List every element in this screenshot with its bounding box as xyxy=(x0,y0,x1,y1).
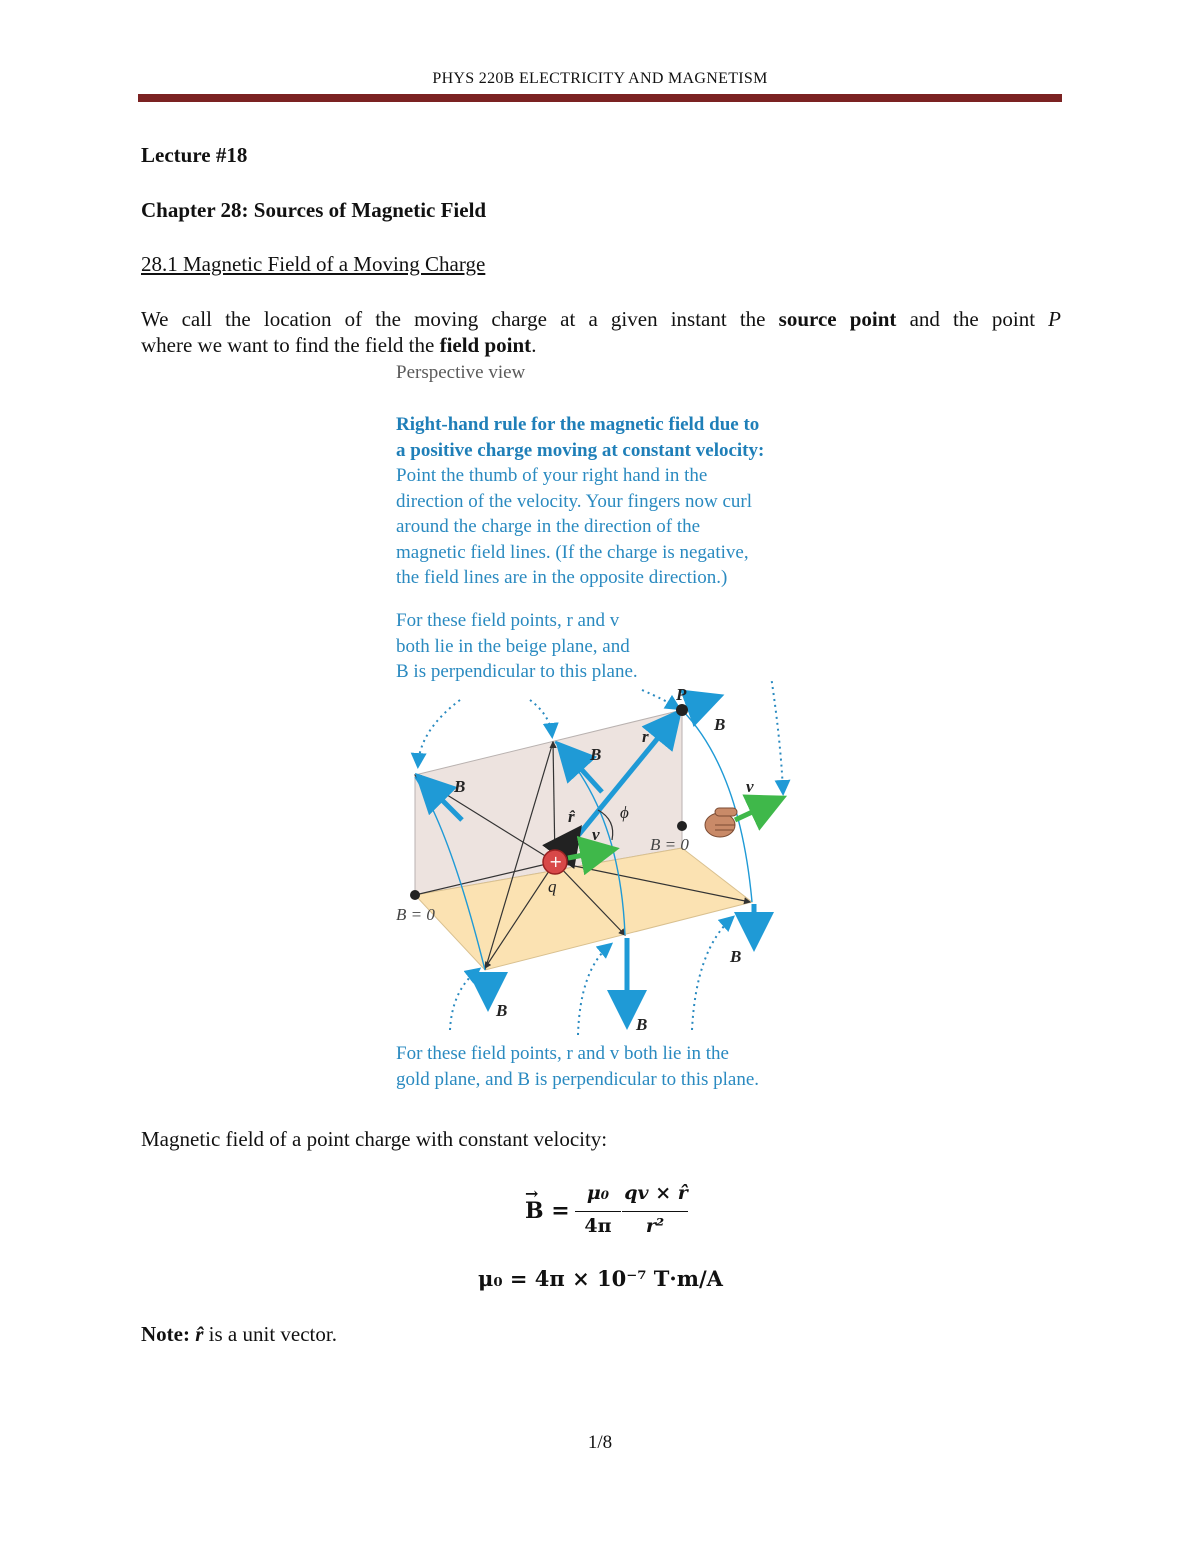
label-q: q xyxy=(548,877,557,896)
paragraph-line-2 xyxy=(141,332,1061,358)
label-v-hand: v xyxy=(746,777,754,796)
rule-line: around the charge in the direction of the xyxy=(396,516,701,537)
note-text: is a unit vector. xyxy=(203,1322,337,1346)
figure-view-label xyxy=(396,362,525,384)
rule-title-line: a positive charge moving at constant velocity: xyxy=(396,439,765,461)
term-field-point: field point xyxy=(439,333,532,357)
eq-den-r2: r² xyxy=(645,1215,665,1237)
v-vector-hand xyxy=(735,800,778,820)
right-hand-icon xyxy=(705,808,737,837)
label-b-zero-left: B = 0 xyxy=(396,905,435,924)
eq-fraction-bar xyxy=(622,1211,688,1212)
biot-savart-point-charge-equation xyxy=(520,1180,690,1242)
right-hand-rule-caption xyxy=(396,412,826,591)
paragraph-text: and the point xyxy=(896,307,1049,331)
label-b: B xyxy=(636,1015,648,1034)
section-heading: 28.1 Magnetic Field of a Moving Charge xyxy=(141,252,486,276)
rule-line: the field lines are in the opposite direction.) xyxy=(396,567,728,588)
gold-plane-caption xyxy=(396,1041,826,1092)
field-intro-text: Magnetic field of a point charge with constant velocity: xyxy=(141,1127,608,1151)
page-number: 1/8 xyxy=(587,1432,613,1453)
term-source-point: source point xyxy=(778,307,897,331)
beige-caption-line: For these field points, r and v xyxy=(396,610,620,631)
label-phi: ϕ xyxy=(620,803,629,822)
rule-title-line: Right-hand rule for the magnetic field due to xyxy=(396,414,760,435)
beige-caption-line: both lie in the beige plane, and xyxy=(396,635,630,657)
label-v: v xyxy=(592,825,600,844)
magnetic-field-diagram xyxy=(380,680,820,1050)
label-r-hat: r̂ xyxy=(568,807,575,826)
beige-plane-caption xyxy=(396,608,696,685)
header-rule xyxy=(138,94,1062,102)
beige-caption-line: B is perpendicular to this plane. xyxy=(396,661,638,682)
eq-fraction-bar xyxy=(575,1211,621,1212)
chapter-title: Chapter 28: Sources of Magnetic Field xyxy=(141,198,487,222)
label-r: r xyxy=(642,727,649,746)
intro-paragraph xyxy=(141,306,1061,358)
running-header: PHYS 220B ELECTRICITY AND MAGNETISM xyxy=(432,70,768,87)
label-b-zero-right: B = 0 xyxy=(650,835,689,854)
paragraph-text: We call the location of the moving charge at a given instant the xyxy=(141,307,779,331)
rule-line: Point the thumb of your right hand in the xyxy=(396,465,708,486)
eq-den-4pi: 4π xyxy=(584,1215,612,1237)
note-label: Note: xyxy=(141,1322,190,1346)
eq-lhs xyxy=(525,1184,570,1224)
lecture-title: Lecture #18 xyxy=(141,143,248,167)
label-b: B xyxy=(590,745,602,764)
label-plus: + xyxy=(549,852,563,871)
rule-line: magnetic field lines. (If the charge is negative, xyxy=(396,541,749,563)
label-p: P xyxy=(676,685,687,704)
label-b: B xyxy=(730,947,742,966)
note-symbol: r̂ xyxy=(195,1322,204,1346)
zero-field-point-right xyxy=(677,821,687,831)
mu0-equation: μ₀ = 4π × 10⁻⁷ T·m/A xyxy=(478,1266,723,1291)
paragraph-line-1 xyxy=(141,306,1061,332)
gold-caption-line: gold plane, and B is perpendicular to this plane. xyxy=(396,1068,760,1090)
eq-equals: = xyxy=(551,1198,570,1224)
variable-p: P xyxy=(1048,307,1061,331)
view-label: Perspective view xyxy=(396,362,526,383)
gold-caption-line: For these field points, r and v both lie in the xyxy=(396,1043,729,1064)
eq-lhs-symbol: B xyxy=(525,1198,544,1224)
vector-arrow-icon: → xyxy=(525,1184,539,1203)
rule-line: direction of the velocity. Your fingers now curl xyxy=(396,490,752,512)
eq-num-qvxr: qv × r̂ xyxy=(624,1182,688,1204)
label-b: B xyxy=(714,715,726,734)
unit-vector-note xyxy=(141,1322,337,1347)
label-b: B xyxy=(496,1001,508,1020)
zero-field-point-left xyxy=(410,890,420,900)
label-b: B xyxy=(454,777,466,796)
field-point-p xyxy=(676,704,688,716)
eq-num-mu0: μ₀ xyxy=(586,1182,610,1204)
paragraph-text: . xyxy=(531,333,537,357)
paragraph-text: where we want to find the field the xyxy=(141,333,440,357)
